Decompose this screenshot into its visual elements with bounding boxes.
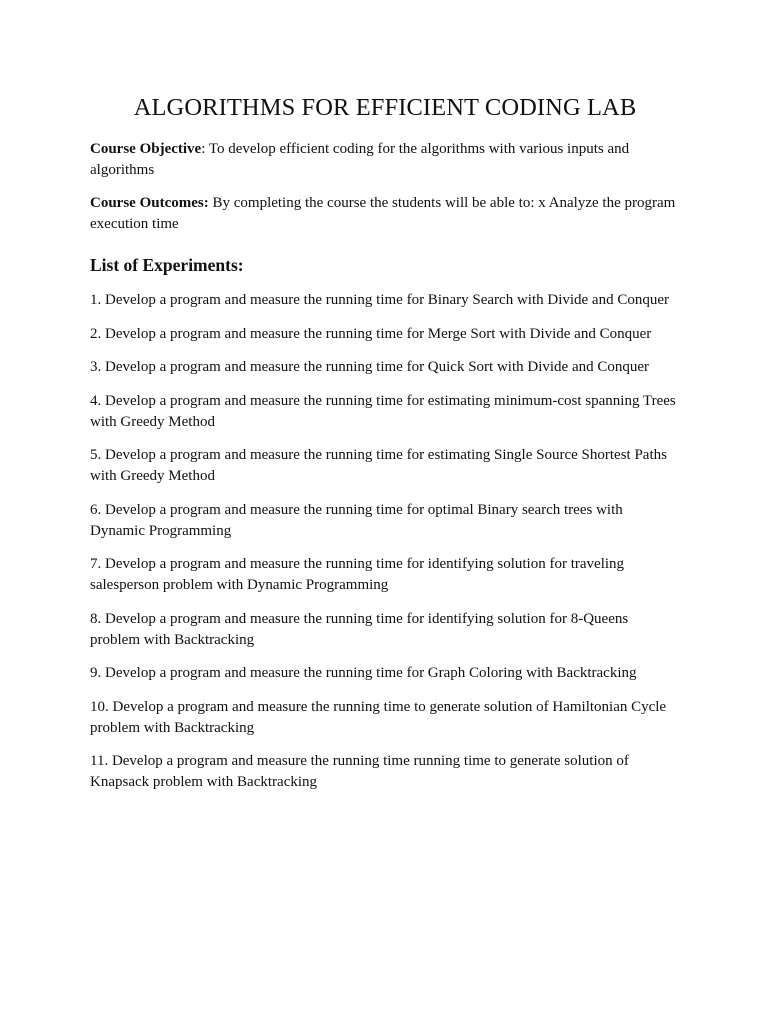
experiment-item: 3. Develop a program and measure the running time for Quick Sort with Divide and Conquer	[90, 359, 650, 375]
course-outcomes-label: Course Outcomes:	[90, 195, 209, 211]
experiment-item: 2. Develop a program and measure the running time for Merge Sort with Divide and Conquer	[90, 325, 652, 342]
document-title: ALGORITHMS FOR EFFICIENT CODING LAB	[133, 94, 637, 121]
course-objective	[90, 139, 680, 181]
experiment-item: 9. Develop a program and measure the running time for Graph Coloring with Backtracking	[90, 665, 637, 681]
course-objective-text: : To develop efficient coding for the algorithms with various inputs and algorithms	[90, 141, 630, 178]
experiment-item: 4. Develop a program and measure the running time for estimating minimum-cost spanning Trees with Greedy Method	[90, 392, 676, 430]
experiment-item: 5. Develop a program and measure the running time for estimating Single Source Shortest Paths with Greedy Method	[90, 447, 667, 484]
course-objective-label: Course Objective	[90, 141, 202, 157]
experiment-item: 10. Develop a program and measure the running time to generate solution of Hamiltonian Cycle problem with Backtracking	[90, 698, 667, 736]
experiments-list	[90, 290, 680, 793]
course-outcomes	[90, 193, 680, 235]
experiment-item: 11. Develop a program and measure the running time running time to generate solution of Knapsack problem with Backtracking	[90, 753, 629, 790]
experiments-heading: List of Experiments:	[90, 255, 244, 275]
experiment-item: 8. Develop a program and measure the running time for identifying solution for 8-Queens problem with Backtracking	[90, 610, 629, 648]
experiment-item: 7. Develop a program and measure the running time for identifying solution for traveling salesperson problem with Dynamic Programming	[90, 556, 625, 593]
experiment-item: 1. Develop a program and measure the running time for Binary Search with Divide and Conquer	[90, 292, 670, 308]
course-outcomes-text: By completing the course the students will be able to: x Analyze the program execution time	[90, 195, 676, 232]
experiment-item: 6. Develop a program and measure the running time for optimal Binary search trees with Dynamic Programming	[90, 501, 623, 539]
document-page	[90, 92, 680, 806]
